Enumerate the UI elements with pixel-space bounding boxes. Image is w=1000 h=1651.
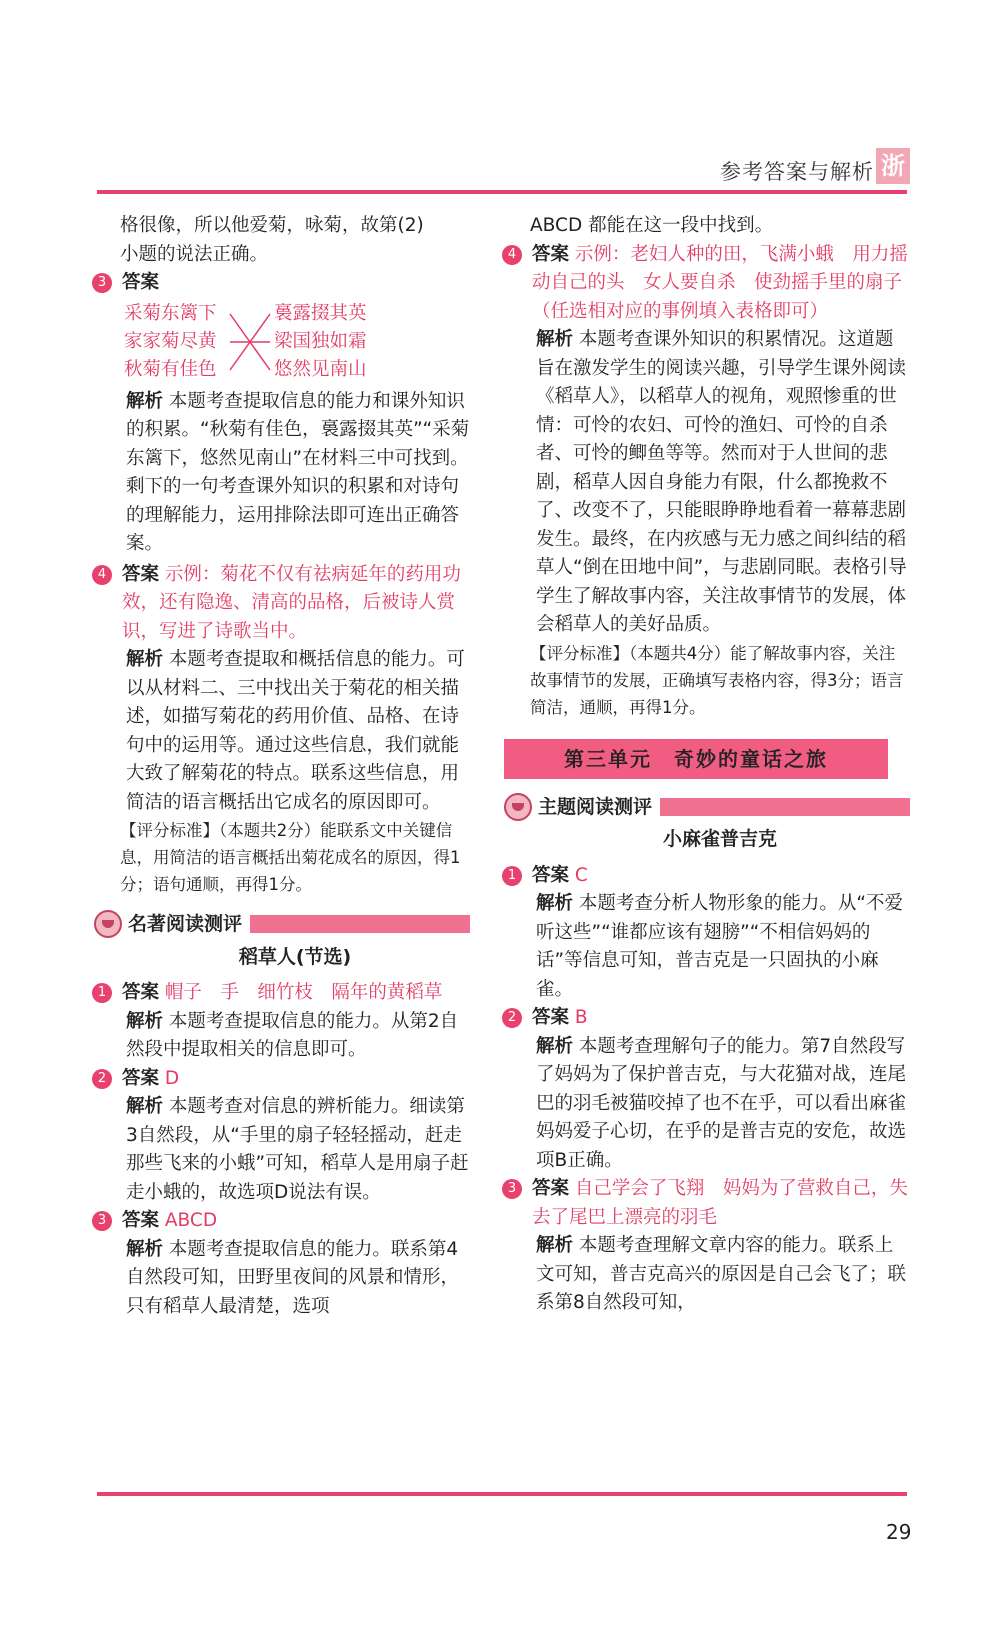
scoring-criteria: 【评分标准】（本题共2分）能联系文中关键信息，用简洁的语言概括出菊花成名的原因，得1分；语句通顺，再得1分。 <box>120 821 461 894</box>
answer-text: 示例：老妇人种的田，飞满小蛾 用力摇动自己的头 女人要自杀 使劲摇手里的扇子（任选相对应的事例填入表格即可） <box>532 243 908 322</box>
passage-title: 小麻雀普吉克 <box>662 828 777 850</box>
question-number: 3 <box>92 1211 112 1231</box>
question-number: 1 <box>502 866 522 886</box>
section-bar <box>660 798 910 816</box>
analysis-label: 解析 <box>126 1238 164 1260</box>
answer-text: 帽子 手 细竹枝 隔年的黄稻草 <box>164 982 443 1003</box>
analysis-text: 本题考查提取和概括信息的能力。可以从材料二、三中找出关于菊花的相关描述，如描写菊花的药用价值、品格、在诗句中的运用等。通过这些信息，我们就能大致了解菊花的特点。联系这些信息，用简洁的语言概括出它成名的原因即可。 <box>126 649 465 813</box>
intro-line-1: 格很像，所以他爱菊，咏菊，故第(2) <box>120 215 424 236</box>
analysis-label: 解析 <box>126 649 164 670</box>
footer-rule <box>97 1492 907 1496</box>
match-left-2: 家家菊尽黄 <box>124 330 217 352</box>
question-number: 3 <box>92 273 112 293</box>
question-number: 3 <box>502 1179 522 1199</box>
match-left-3: 秋菊有佳色 <box>124 358 217 380</box>
analysis-label: 解析 <box>536 1235 574 1256</box>
passage-question-3 <box>97 1207 470 1236</box>
answer-label: 答案 <box>532 1007 570 1028</box>
question-number: 2 <box>92 1069 112 1089</box>
match-right-2: 梁国独如霜 <box>274 330 367 352</box>
question-number: 2 <box>502 1008 522 1028</box>
unit-banner: 第三单元 奇妙的童话之旅 <box>504 739 888 779</box>
section-header <box>94 910 470 939</box>
analysis-label: 解析 <box>536 1035 574 1057</box>
question-3 <box>507 1175 910 1232</box>
passage-question-2 <box>97 1065 470 1094</box>
answer-label: 答案 <box>122 272 160 293</box>
question-1 <box>507 862 910 891</box>
answer-label: 答案 <box>122 1067 160 1089</box>
analysis-text: 本题考查对信息的辨析能力。细读第3自然段，从“手里的扇子轻轻摇动，赶走那些飞来的小蛾”可知，稻草人是用扇子赶走小蛾的，故选项D说法有误。 <box>126 1096 469 1203</box>
analysis-label: 解析 <box>126 1010 164 1032</box>
passage-question-1 <box>97 979 470 1008</box>
answer-label: 答案 <box>122 982 160 1003</box>
region-tag: 浙 <box>876 148 910 184</box>
answer-label: 答案 <box>532 864 570 886</box>
section-title: 名著阅读测评 <box>128 913 243 935</box>
intro-line: ABCD 都能在这一段中找到。 <box>530 215 774 236</box>
answer-text: C <box>574 864 588 886</box>
analysis-text: 本题考查提取信息的能力。从第2自然段中提取相关的信息即可。 <box>126 1010 459 1060</box>
answer-text: 自己学会了飞翔 妈妈为了营救自己，失去了尾巴上漂亮的羽毛 <box>532 1178 908 1228</box>
match-left-1: 采菊东篱下 <box>124 302 217 324</box>
analysis-text: 本题考查提取信息的能力和课外知识的积累。“秋菊有佳色，裛露掇其英”“采菊东篱下，悠然见南山”在材料三中可找到。剩下的一句考查课外知识的积累和对诗句的理解能力，运用排除法即可连出正确答案。 <box>126 390 470 554</box>
analysis-text: 本题考查课外知识的积累情况。这道题旨在激发学生的阅读兴趣，引导学生课外阅读《稻草人》，以稻草人的视角，观照惨重的世情：可怜的农妇、可怜的渔妇、可怜的自杀者、可怜的鲫鱼等等。然而对于人世间的悲剧，稻草人因自身能力有限，什么都挽救不了、改变不了，只能眼睁睁地看着一幕幕悲剧发生。最终，在内疚感与无力感之间纠结的稻草人“倒在田地中间”，与悲剧同眠。表格引导学生了解故事内容，关注故事情节的发展，体会稻草人的美好品质。 <box>536 329 907 635</box>
question-2 <box>507 1004 910 1033</box>
section-bar <box>250 915 470 933</box>
answer-text: 示例：菊花不仅有祛病延年的药用功效，还有隐逸、清高的品格，后被诗人赏识，写进了诗歌当中。 <box>122 563 461 642</box>
matching-answer <box>124 300 470 386</box>
passage-question-4 <box>507 241 910 327</box>
answer-label: 答案 <box>122 563 160 585</box>
analysis-text: 本题考查分析人物形象的能力。从“不爱听这些”“谁都应该有翅膀”“不相信妈妈的话”等信息可知，普吉克是一只固执的小麻雀。 <box>536 893 903 1000</box>
reader-avatar-icon <box>504 793 532 821</box>
answer-label: 答案 <box>122 1210 160 1231</box>
answer-text: D <box>164 1067 180 1089</box>
analysis-text: 本题考查理解句子的能力。第7自然段写了妈妈为了保护普吉克，与大花猫对战，连尾巴的羽毛被猫咬掉了也不在乎，可以看出麻雀妈妈爱子心切，在乎的是普吉克的安危，故选项B正确。 <box>536 1035 907 1171</box>
header-rule <box>97 190 907 194</box>
answer-label: 答案 <box>532 1178 570 1199</box>
answer-text: ABCD <box>164 1210 218 1231</box>
analysis-label: 解析 <box>536 329 574 350</box>
question-number: 1 <box>92 983 112 1003</box>
section-header <box>504 793 910 822</box>
intro-line-2: 小题的说法正确。 <box>120 243 269 265</box>
answer-label: 答案 <box>532 243 570 265</box>
analysis-text: 本题考查理解文章内容的能力。联系上文可知，普吉克高兴的原因是自己会飞了；联系第8自然段可知， <box>536 1235 907 1313</box>
analysis-label: 解析 <box>126 390 164 412</box>
matching-lines <box>228 304 272 384</box>
question-number: 4 <box>92 565 112 585</box>
left-column <box>97 212 470 1321</box>
scoring-criteria: 【评分标准】（本题共4分）能了解故事内容，关注故事情节的发展，正确填写表格内容，得3分；语言简洁，通顺，再得1分。 <box>530 643 904 717</box>
reader-avatar-icon <box>94 910 122 938</box>
match-right-3: 悠然见南山 <box>274 358 367 380</box>
passage-title: 稻草人(节选) <box>238 945 352 968</box>
right-column <box>507 212 910 1318</box>
analysis-label: 解析 <box>126 1096 164 1117</box>
section-title: 主题阅读测评 <box>538 795 653 818</box>
question-4 <box>97 561 470 647</box>
question-3 <box>97 269 470 298</box>
match-right-1: 裛露掇其英 <box>274 302 367 324</box>
analysis-label: 解析 <box>536 893 574 914</box>
page-number: 29 <box>886 1520 912 1544</box>
answer-text: B <box>574 1007 588 1028</box>
analysis-text: 本题考查提取信息的能力。联系第4自然段可知，田野里夜间的风景和情形，只有稻草人最清楚，选项 <box>126 1238 460 1317</box>
page-header-title: 参考答案与解析 <box>720 160 874 184</box>
question-number: 4 <box>502 245 522 265</box>
